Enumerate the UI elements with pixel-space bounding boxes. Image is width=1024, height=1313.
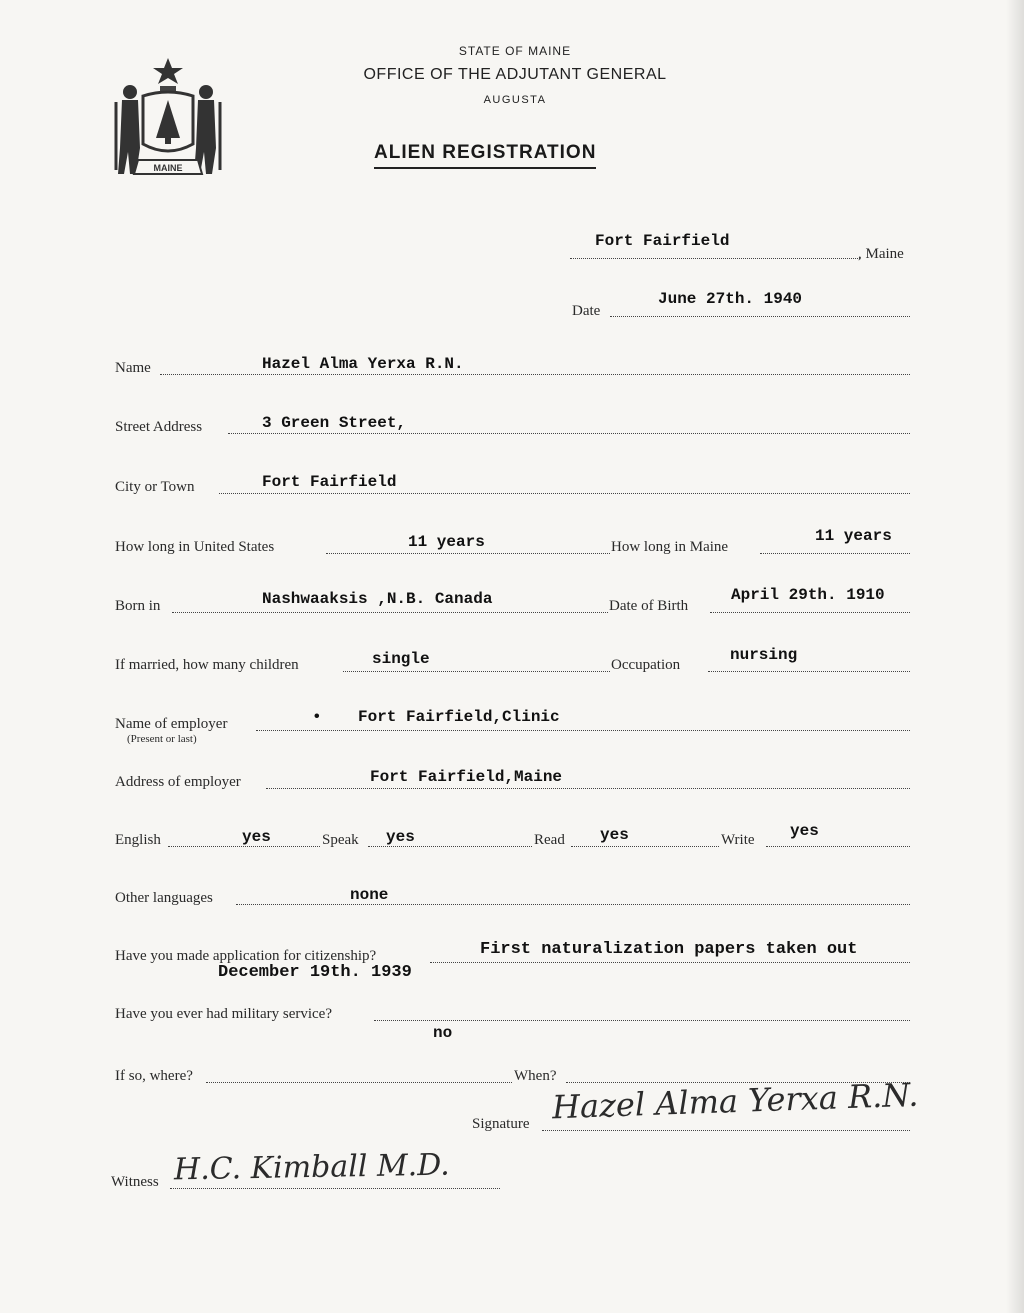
english-value: yes: [242, 828, 271, 846]
header-state: STATE OF MAINE: [458, 44, 572, 58]
name-label: Name: [115, 360, 151, 376]
street-address-value: 3 Green Street,: [262, 414, 407, 432]
how-long-us-value: 11 years: [408, 533, 485, 551]
date-value: June 27th. 1940: [658, 290, 803, 308]
date-label: Date: [572, 303, 601, 319]
children-line: [343, 671, 610, 672]
occupation-value: nursing: [730, 646, 798, 664]
citizenship-line: [430, 962, 910, 963]
employer-address-label: Address of employer: [115, 774, 241, 790]
seal-banner-text: MAINE: [153, 163, 183, 173]
read-line: [571, 846, 719, 847]
employer-address-value: Fort Fairfield,Maine: [370, 768, 563, 786]
other-languages-line: [236, 904, 910, 905]
write-line: [766, 846, 910, 847]
signature-line: [542, 1130, 910, 1131]
maine-label: , Maine: [858, 246, 904, 262]
children-label: If married, how many children: [115, 657, 299, 673]
when-label: When?: [514, 1068, 557, 1084]
street-address-line: [228, 433, 910, 434]
city-label: City or Town: [115, 479, 195, 495]
how-long-maine-value: 11 years: [815, 527, 892, 545]
date-line: [610, 316, 910, 317]
speak-label: Speak: [322, 832, 359, 848]
how-long-us-label: How long in United States: [115, 539, 275, 555]
witness-label: Witness: [111, 1174, 159, 1190]
employer-value: Fort Fairfield,Clinic: [358, 708, 560, 726]
employer-mark: •: [312, 708, 322, 726]
born-in-line: [172, 612, 608, 613]
town-line: [570, 258, 860, 259]
if-so-where-label: If so, where?: [115, 1068, 193, 1084]
witness-value: H.C. Kimball M.D.: [173, 1147, 450, 1188]
citizenship-value-line2: December 19th. 1939: [218, 963, 412, 982]
write-value: yes: [790, 822, 819, 840]
employer-address-line: [266, 788, 910, 789]
citizenship-label: Have you made application for citizenship?: [115, 948, 377, 964]
military-label: Have you ever had military service?: [115, 1006, 332, 1022]
english-label: English: [115, 832, 161, 848]
maine-state-seal-icon: [108, 52, 228, 182]
military-value: no: [433, 1024, 453, 1042]
if-so-where-line: [206, 1082, 512, 1083]
street-address-label: Street Address: [115, 419, 203, 435]
signature-label: Signature: [472, 1116, 530, 1132]
employer-line: [256, 730, 910, 731]
town-value: Fort Fairfield: [595, 232, 730, 250]
date-of-birth-value: April 29th. 1910: [731, 586, 885, 604]
signature-value: Hazel Alma Yerxa R.N.: [551, 1075, 919, 1127]
name-line: [160, 374, 910, 375]
other-languages-value: none: [350, 886, 389, 904]
city-line: [219, 493, 910, 494]
how-long-maine-label: How long in Maine: [611, 539, 729, 555]
how-long-maine-line: [760, 553, 910, 554]
witness-line: [170, 1188, 500, 1189]
header-office: OFFICE OF THE ADJUTANT GENERAL: [363, 66, 667, 83]
citizenship-value-line1: First naturalization papers taken out: [480, 940, 858, 959]
occupation-label: Occupation: [611, 657, 681, 673]
date-of-birth-label: Date of Birth: [609, 598, 689, 614]
page-edge-shadow: [1006, 0, 1024, 1313]
employer-label: Name of employer: [115, 716, 228, 732]
city-value: Fort Fairfield: [262, 473, 397, 491]
speak-line: [368, 846, 532, 847]
speak-value: yes: [386, 828, 415, 846]
english-line: [168, 846, 320, 847]
header-city: AUGUSTA: [483, 94, 547, 106]
occupation-line: [708, 671, 910, 672]
write-label: Write: [721, 832, 755, 848]
date-of-birth-line: [710, 612, 910, 613]
read-value: yes: [600, 826, 629, 844]
read-label: Read: [534, 832, 565, 848]
how-long-us-line: [326, 553, 610, 554]
children-value: single: [372, 650, 430, 668]
employer-note: (Present or last): [127, 733, 197, 745]
military-line: [374, 1020, 910, 1021]
other-languages-label: Other languages: [115, 890, 213, 906]
born-in-value: Nashwaaksis ,N.B. Canada: [262, 590, 493, 608]
born-in-label: Born in: [115, 598, 161, 614]
form-title: ALIEN REGISTRATION: [374, 142, 596, 169]
name-value: Hazel Alma Yerxa R.N.: [262, 355, 464, 373]
